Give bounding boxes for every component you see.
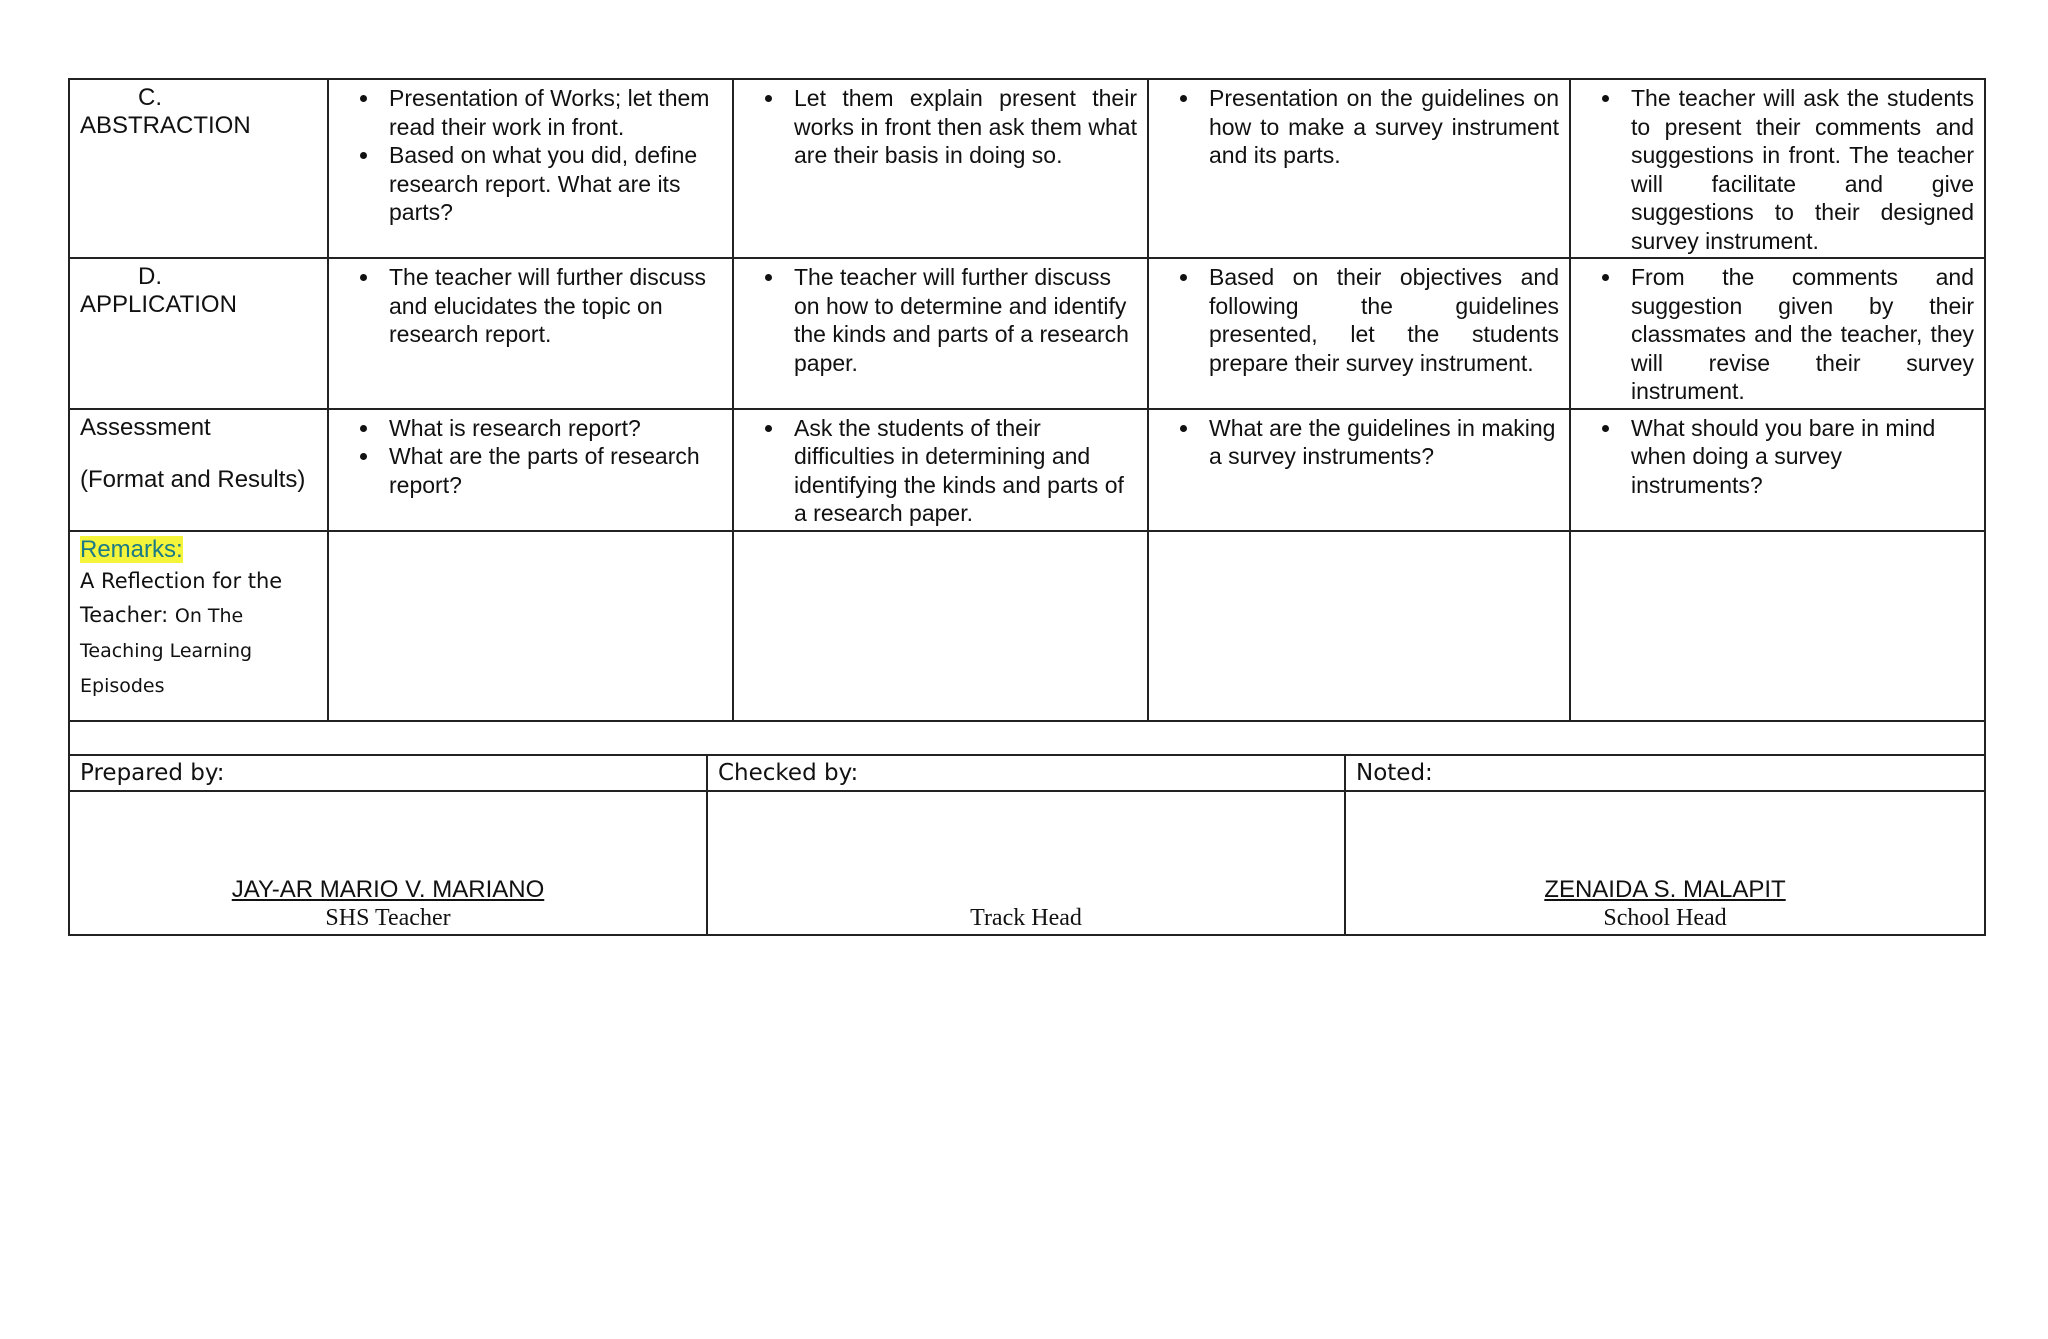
prepared-role: SHS Teacher — [325, 904, 451, 931]
row-assessment — [69, 409, 1985, 531]
prepared-by-label: Prepared by: — [69, 755, 707, 791]
list-item: • Presentation of Works; let them read their work in front. — [381, 84, 722, 141]
list-item: • Based on what you did, define research report. What are its parts? — [381, 141, 722, 227]
row-application — [69, 258, 1985, 409]
abstraction-day2-cell — [733, 79, 1148, 258]
row-label-assessment — [69, 409, 328, 531]
reflection-teacher: Teacher: — [80, 602, 169, 627]
row-title: Assessment — [80, 413, 211, 441]
assessment-day4-cell — [1570, 409, 1985, 531]
reflection-line — [80, 633, 317, 668]
list-item: • The teacher will further discuss on how to determine and identify the kinds and parts of a research paper. — [786, 263, 1137, 377]
application-day1-cell — [328, 258, 733, 409]
remarks-day1-cell — [328, 531, 733, 721]
list-item: • Let them explain present their works in front then ask them what are their basis in doing so. — [786, 84, 1137, 170]
application-day2-cell — [733, 258, 1148, 409]
row-title: APPLICATION — [80, 291, 237, 318]
list-item: • The teacher will further discuss and elucidates the topic on research report. — [381, 263, 722, 349]
lesson-plan-table — [68, 78, 1986, 756]
assessment-day2-cell — [733, 409, 1148, 531]
row-subtitle: (Format and Results) — [80, 465, 306, 493]
row-remarks — [69, 531, 1985, 721]
noted-role: School Head — [1603, 904, 1727, 931]
lesson-plan-sheet — [68, 78, 1984, 936]
application-day3-cell — [1148, 258, 1570, 409]
noted-signature — [1345, 791, 1985, 935]
remarks-day2-cell — [733, 531, 1148, 721]
remarks-highlight: Remarks: — [80, 535, 183, 563]
abstraction-day1-cell — [328, 79, 733, 258]
checked-signature — [707, 791, 1345, 935]
reflection-line — [80, 598, 317, 633]
list-item: • Presentation on the guidelines on how to make a survey instrument and its parts. — [1201, 84, 1559, 170]
spacer-row — [69, 721, 1985, 755]
signature-body-row — [69, 791, 1985, 935]
signature-header-row — [69, 755, 1985, 791]
list-item: • What are the parts of research report? — [381, 442, 722, 499]
assessment-day3-cell — [1148, 409, 1570, 531]
application-day4-cell — [1570, 258, 1985, 409]
checked-role: Track Head — [970, 904, 1082, 931]
list-item: • What is research report? — [381, 414, 722, 443]
row-label-abstraction — [69, 79, 328, 258]
abstraction-day4-cell — [1570, 79, 1985, 258]
list-item: • What are the guidelines in making a survey instruments? — [1201, 414, 1559, 471]
row-label-remarks — [69, 531, 328, 721]
list-item: • Ask the students of their difficulties in determining and identifying the kinds and parts of a research paper. — [786, 414, 1137, 528]
noted-label: Noted: — [1345, 755, 1985, 791]
remarks-day3-cell — [1148, 531, 1570, 721]
spacer-cell — [69, 721, 1985, 755]
row-abstraction — [69, 79, 1985, 258]
row-title: ABSTRACTION — [80, 112, 251, 139]
reflection-on-the: On The — [174, 604, 244, 627]
prepared-name: JAY-AR MARIO V. MARIANO — [231, 875, 545, 903]
list-item: • Based on their objectives and following the guidelines presented, let the students prepare their survey instrument. — [1201, 263, 1559, 377]
abstraction-day3-cell — [1148, 79, 1570, 258]
list-item: • From the comments and suggestion given by their classmates and the teacher, they will revise their survey instrument. — [1623, 263, 1974, 406]
reflection-episodes: Episodes — [80, 674, 165, 697]
signature-table — [68, 754, 1986, 936]
reflection-teaching: Teaching Learning — [80, 639, 253, 662]
reflection-line — [80, 668, 317, 703]
assessment-day1-cell — [328, 409, 733, 531]
checked-by-label: Checked by: — [707, 755, 1345, 791]
reflection-line: A Reflection for the — [80, 568, 283, 593]
prepared-signature — [69, 791, 707, 935]
remarks-day4-cell — [1570, 531, 1985, 721]
list-item: • The teacher will ask the students to present their comments and suggestions in front. The teacher will facilitate and give suggestions to their designed survey instrument. — [1623, 84, 1974, 255]
reflection-label — [80, 564, 317, 703]
row-letter: D. — [138, 263, 162, 290]
noted-name: ZENAIDA S. MALAPIT — [1544, 875, 1786, 903]
row-label-application — [69, 258, 328, 409]
row-letter: C. — [138, 84, 162, 111]
list-item: • What should you bare in mind when doing a survey instruments? — [1623, 414, 1974, 500]
